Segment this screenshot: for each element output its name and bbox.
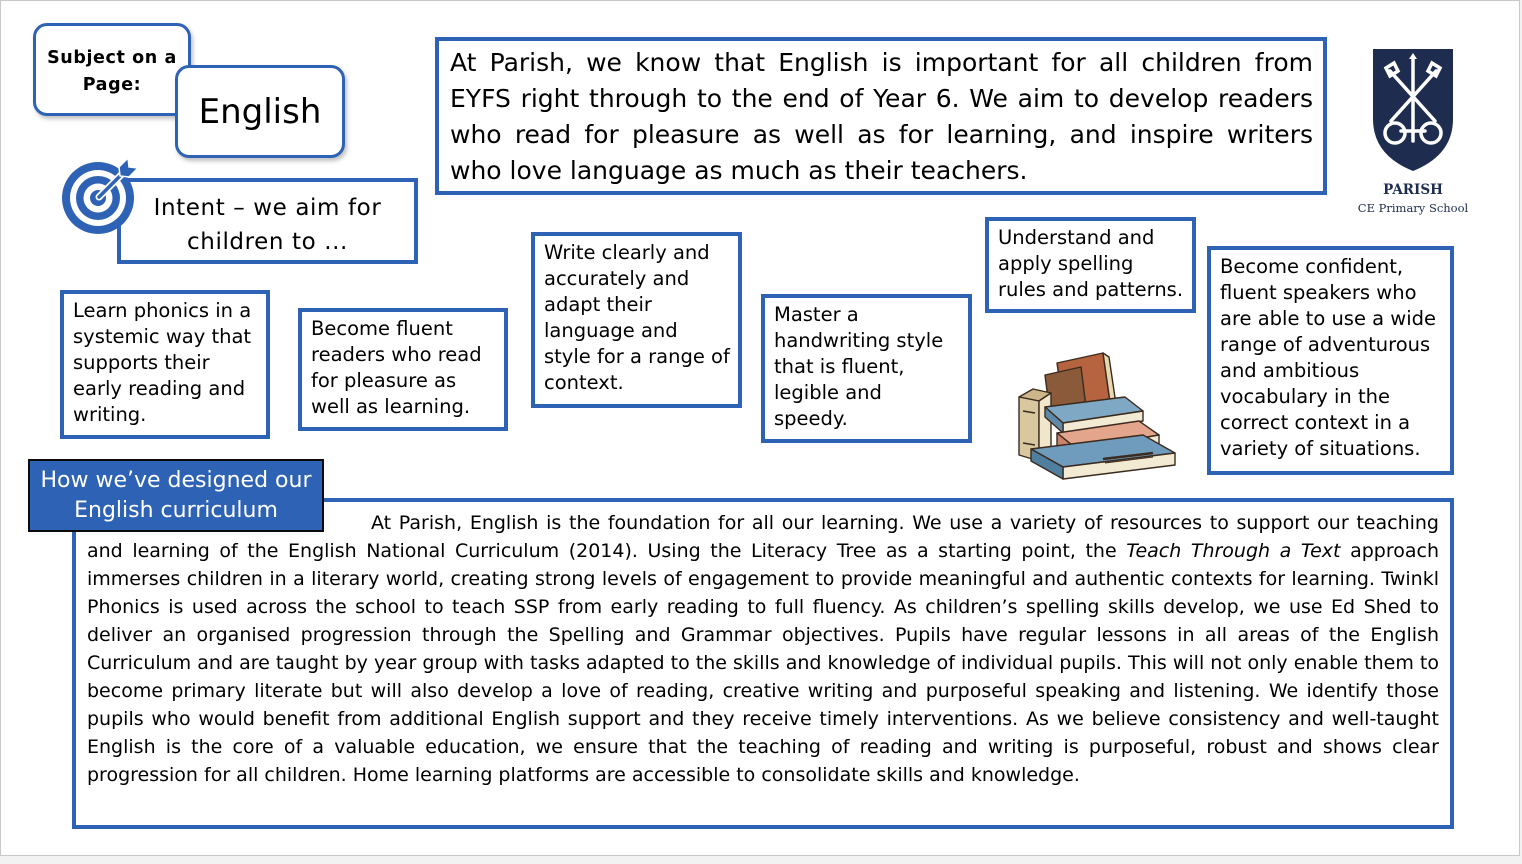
aim-text: Master a handwriting style that is fluent, legible and speedy. — [774, 303, 944, 430]
aim-text: Become fluent readers who read for pleasure as well as learning. — [311, 317, 482, 418]
school-crest-icon — [1365, 41, 1461, 175]
subject-title: English — [198, 92, 322, 132]
aim-box-speaking — [1207, 246, 1454, 475]
subject-title-box — [175, 65, 345, 158]
aim-text: Write clearly and accurately and adapt their language and style for a range of context. — [544, 241, 730, 394]
intent-heading-box — [117, 178, 418, 264]
subject-label: Subject on a Page: — [47, 48, 177, 95]
aim-box-reading — [298, 308, 508, 431]
curriculum-text-italic: Teach Through a Text — [1126, 540, 1341, 562]
aim-text: Understand and apply spelling rules and patterns. — [998, 226, 1184, 301]
aim-box-handwriting — [761, 294, 972, 443]
books-illustration-icon — [1013, 349, 1181, 481]
intro-statement-box — [435, 37, 1327, 195]
curriculum-text-part-2: approach immerses children in a literary world, creating strong levels of engagement to provide meaningful and authentic contexts for learning. Twinkl Phonics is used across the school to teach SSP from early reading to full fluency. As children’s spelling skills develop, we use Ed Shed to deliver an organised progression through the Spelling and Grammar objectives. Pupils have regular lessons in all areas of the English Curriculum and are taught by year group with tasks adapted to the skills and knowledge of individual pupils. This will not only enable them to become primary literate but will also develop a love of reading, creative writing and purposeful speaking and listening. We identify those pupils who would benefit from additional English support and they receive timely interventions. As we believe consistency and well-taught English is the core of a valuable education, we ensure that the teaching of reading and writing is purposeful, robust and shows clear progression for all children. Home learning platforms are accessible to consolidate skills and knowledge. — [87, 540, 1439, 786]
aim-text: Become confident, fluent speakers who are able to use a wide range of adventurous and ambitious vocabulary in the correct context in a variety of situations. — [1220, 255, 1437, 460]
aim-box-phonics — [60, 290, 270, 439]
curriculum-text-part-1: At Parish, English is the foundation for all our learning. We use a variety of resources to support our teaching and learning of the English National Curriculum (2014). Using the Literacy Tree as a starting point, the — [87, 512, 1439, 562]
curriculum-text-box — [72, 498, 1454, 829]
aim-box-writing — [531, 232, 742, 408]
subject-label-box — [33, 23, 191, 116]
curriculum-heading: How we’ve designed our English curriculum — [40, 468, 312, 523]
target-icon — [59, 154, 143, 238]
intent-heading: Intent – we aim for children to ... — [153, 195, 382, 255]
aim-text: Learn phonics in a systemic way that supports their early reading and writing. — [73, 299, 252, 426]
curriculum-heading-box — [28, 459, 324, 532]
school-name: PARISH — [1383, 182, 1443, 198]
intro-statement: At Parish, we know that English is important for all children from EYFS right through to the end of Year 6. We aim to develop readers who read for pleasure as well as for learning, and inspire writers who love language as much as their teachers. — [450, 48, 1313, 185]
school-subtitle: CE Primary School — [1357, 201, 1469, 215]
aim-box-spelling — [985, 217, 1196, 313]
